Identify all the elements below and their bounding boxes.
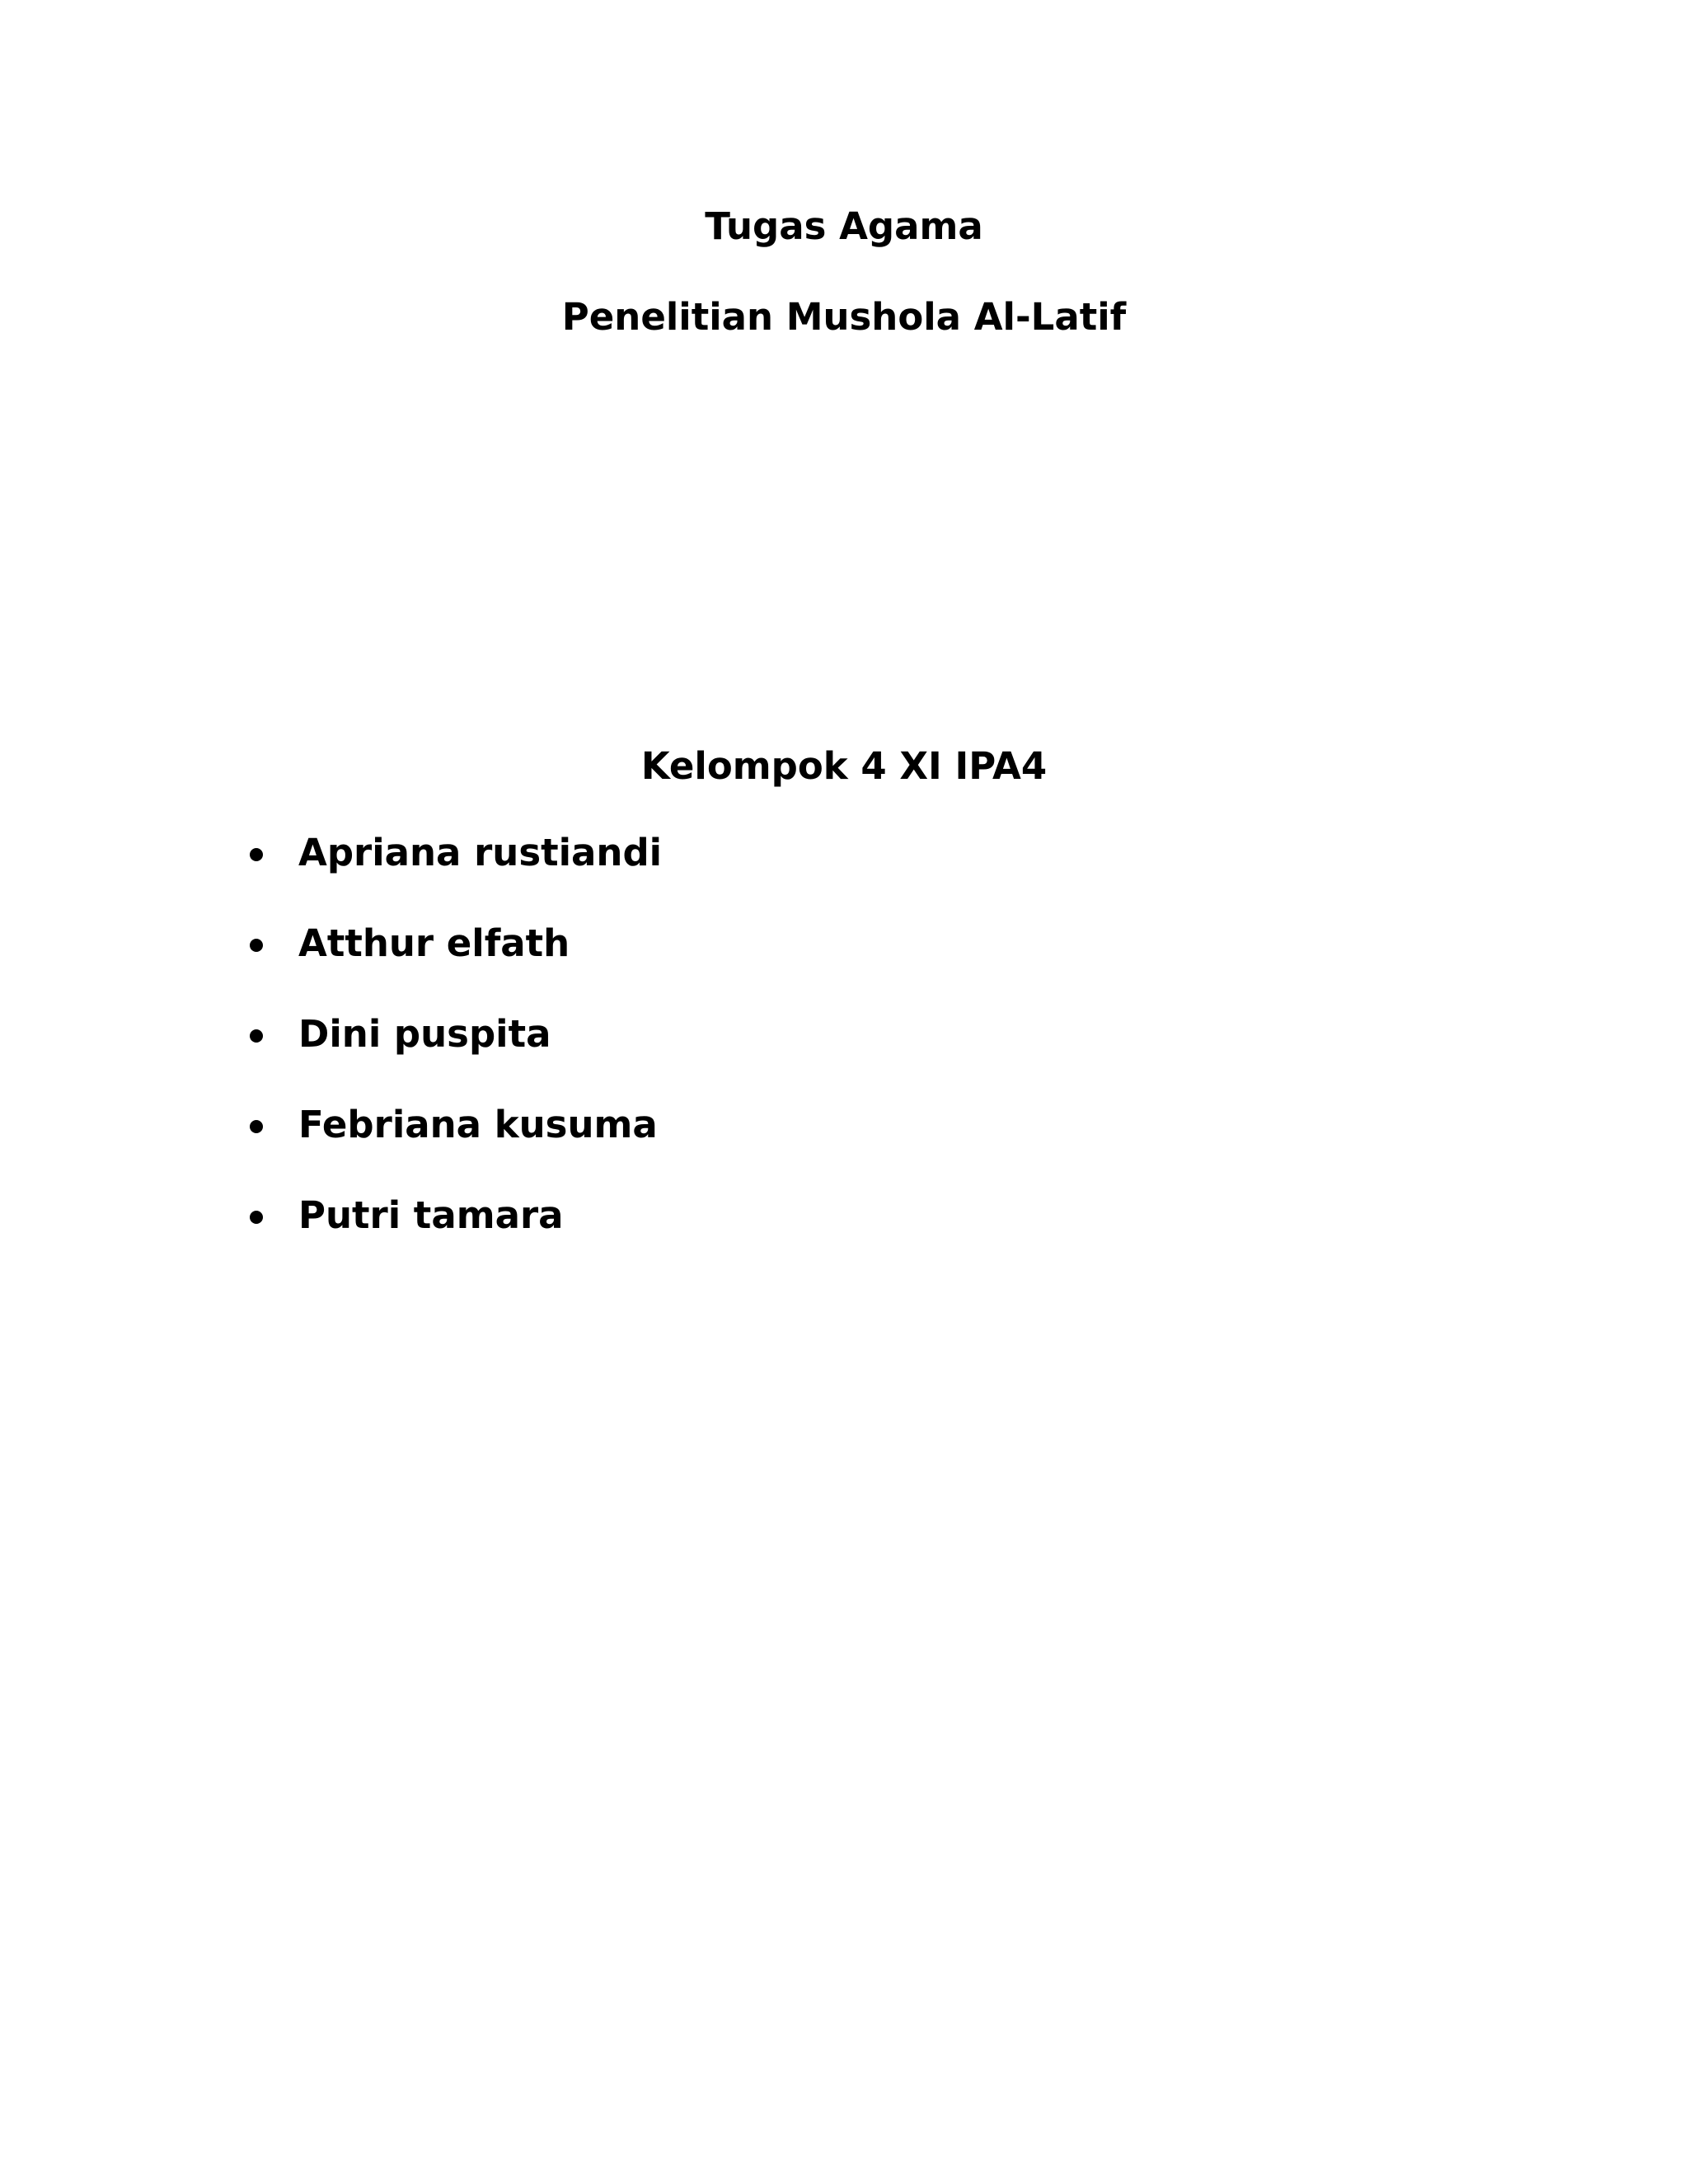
member-list (0, 828, 1688, 1282)
bullet-icon (250, 939, 263, 952)
list-item (0, 1191, 1688, 1282)
document-subtitle: Penelitian Mushola Al-Latif (561, 295, 1127, 339)
bullet-icon (250, 1029, 263, 1043)
member-name: Putri tamara (298, 1193, 564, 1237)
document-title: Tugas Agama (705, 204, 983, 248)
list-item (0, 919, 1688, 1010)
bullet-icon (250, 848, 263, 861)
group-heading: Kelompok 4 XI IPA4 (640, 744, 1048, 788)
member-name: Dini puspita (298, 1012, 551, 1056)
member-name: Apriana rustiandi (298, 831, 663, 874)
member-name: Febriana kusuma (298, 1103, 658, 1146)
list-item (0, 1010, 1688, 1100)
bullet-icon (250, 1211, 263, 1224)
list-item (0, 1100, 1688, 1191)
list-item (0, 828, 1688, 919)
member-name: Atthur elfath (298, 921, 570, 965)
bullet-icon (250, 1120, 263, 1133)
